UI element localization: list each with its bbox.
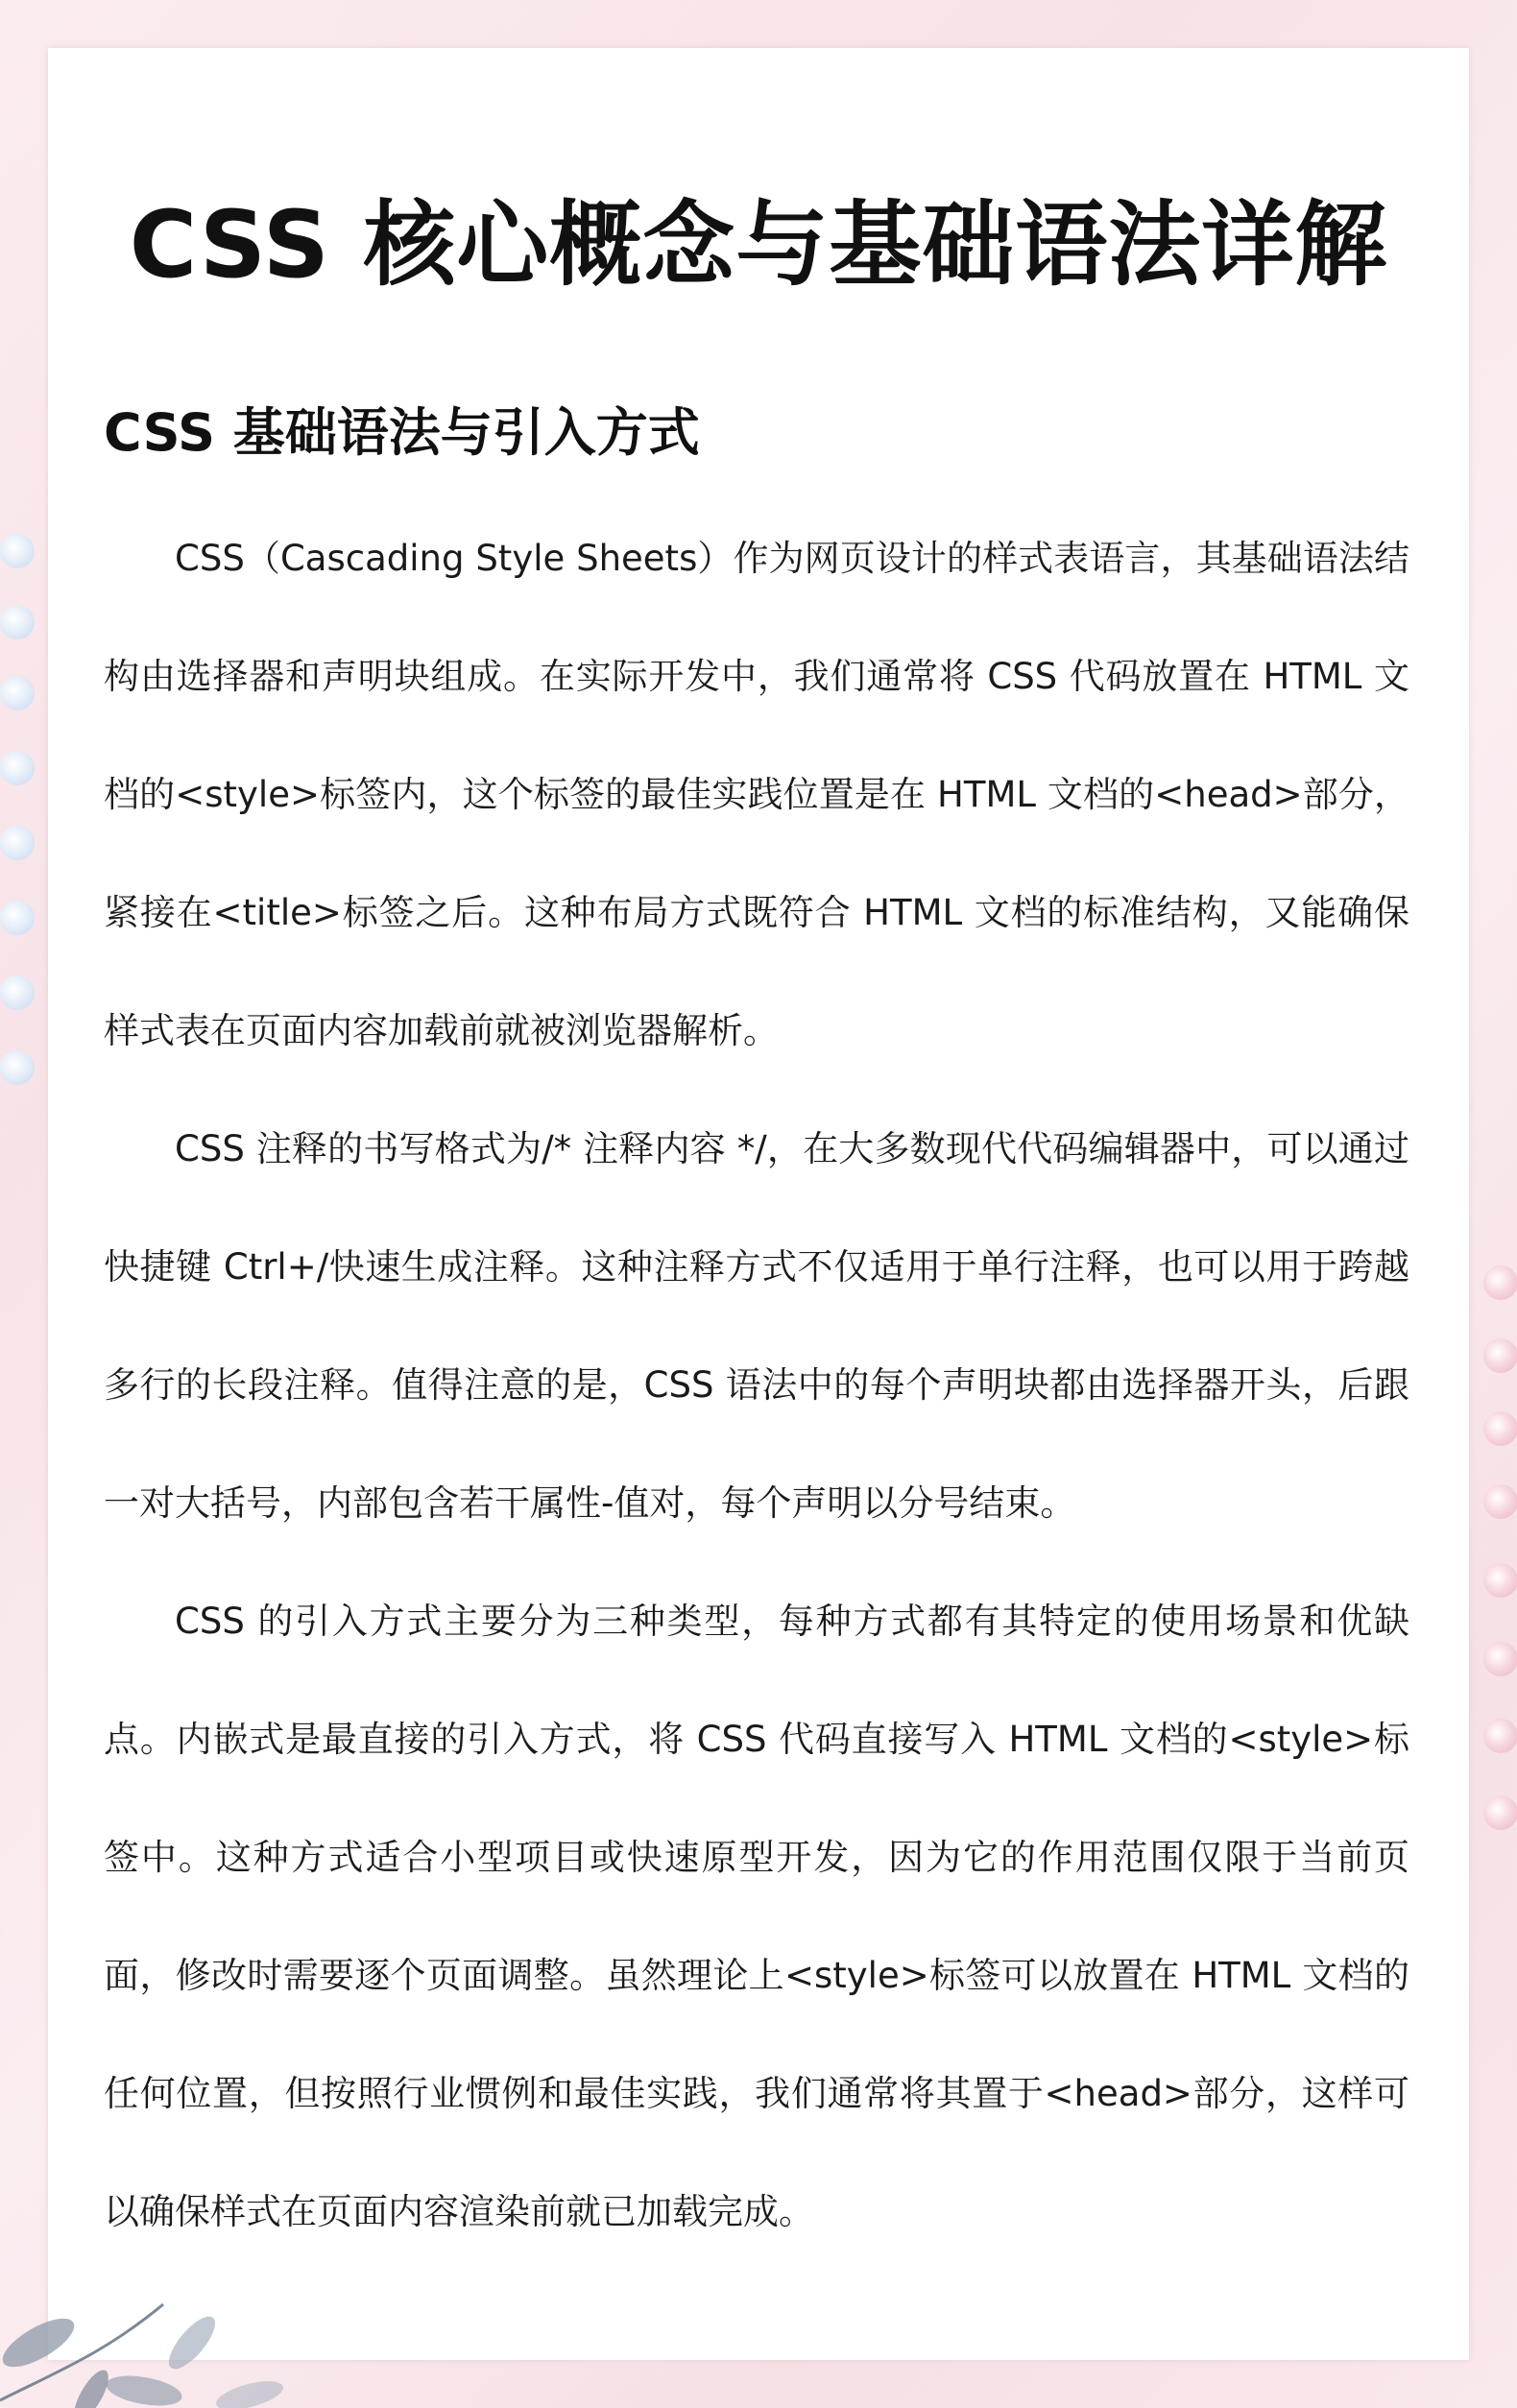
paragraph-syntax: CSS（Cascading Style Sheets）作为网页设计的样式表语言，其基础语法结构由选择器和声明块组成。在实际开发中，我们通常将 CSS 代码放置在 HTML 文档的<style>标签内，这个标签的最佳实践位置是在 HTML 文档的<head>部分，紧接在<title>标签之后。这种布局方式既符合 HTML 文档的标准结构，又能确保样式表在页面内容加载前就被浏览器解析。 [104, 538, 1409, 1051]
page-title: CSS 核心概念与基础语法详解 [129, 191, 1388, 299]
pink-pearl-dot-icon [1483, 1642, 1517, 1676]
article-body [104, 499, 1409, 2271]
pink-pearl-dot-icon [1483, 1265, 1517, 1300]
pink-pearl-dot-icon [1483, 1338, 1517, 1373]
paragraph-import-methods: CSS 的引入方式主要分为三种类型，每种方式都有其特定的使用场景和优缺点。内嵌式是最直接的引入方式，将 CSS 代码直接写入 HTML 文档的<style>标签中。这种方式适合小型项目或快速原型开发，因为它的作用范围仅限于当前页面，修改时需要逐个页面调整。虽然理论上<style>标签可以放置在 HTML 文档的任何位置，但按照行业惯例和最佳实践，我们通常将其置于<head>部分，这样可以确保样式在页面内容渲染前就已加载完成。 [104, 1601, 1409, 2232]
blue-pearl-dot-icon [0, 605, 35, 639]
blue-pearl-dot-icon [0, 534, 35, 568]
blue-pearl-dot-icon [0, 975, 35, 1010]
blue-pearl-dot-icon [0, 676, 35, 710]
blue-pearl-dot-icon [0, 751, 35, 785]
pink-pearl-dot-icon [1483, 1719, 1517, 1753]
pink-pearl-dot-icon [1483, 1484, 1517, 1519]
blue-pearl-dot-icon [0, 826, 35, 860]
pink-pearl-dot-icon [1483, 1563, 1517, 1598]
leaf-branch-icon [0, 2247, 346, 2408]
blue-pearl-dot-icon [0, 1050, 35, 1085]
pink-pearl-dot-icon [1483, 1795, 1517, 1830]
paragraph-comments: CSS 注释的书写格式为/* 注释内容 */，在大多数现代代码编辑器中，可以通过快捷键 Ctrl+/快速生成注释。这种注释方式不仅适用于单行注释，也可以用于跨越多行的长段注释。值得注意的是，CSS 语法中的每个声明块都由选择器开头，后跟一对大括号，内部包含若干属性-值对，每个声明以分号结束。 [104, 1128, 1409, 1524]
pink-pearl-dot-icon [1483, 1411, 1517, 1446]
section-heading: CSS 基础语法与引入方式 [104, 402, 700, 463]
blue-pearl-dot-icon [0, 901, 35, 935]
document-card [48, 48, 1469, 2360]
